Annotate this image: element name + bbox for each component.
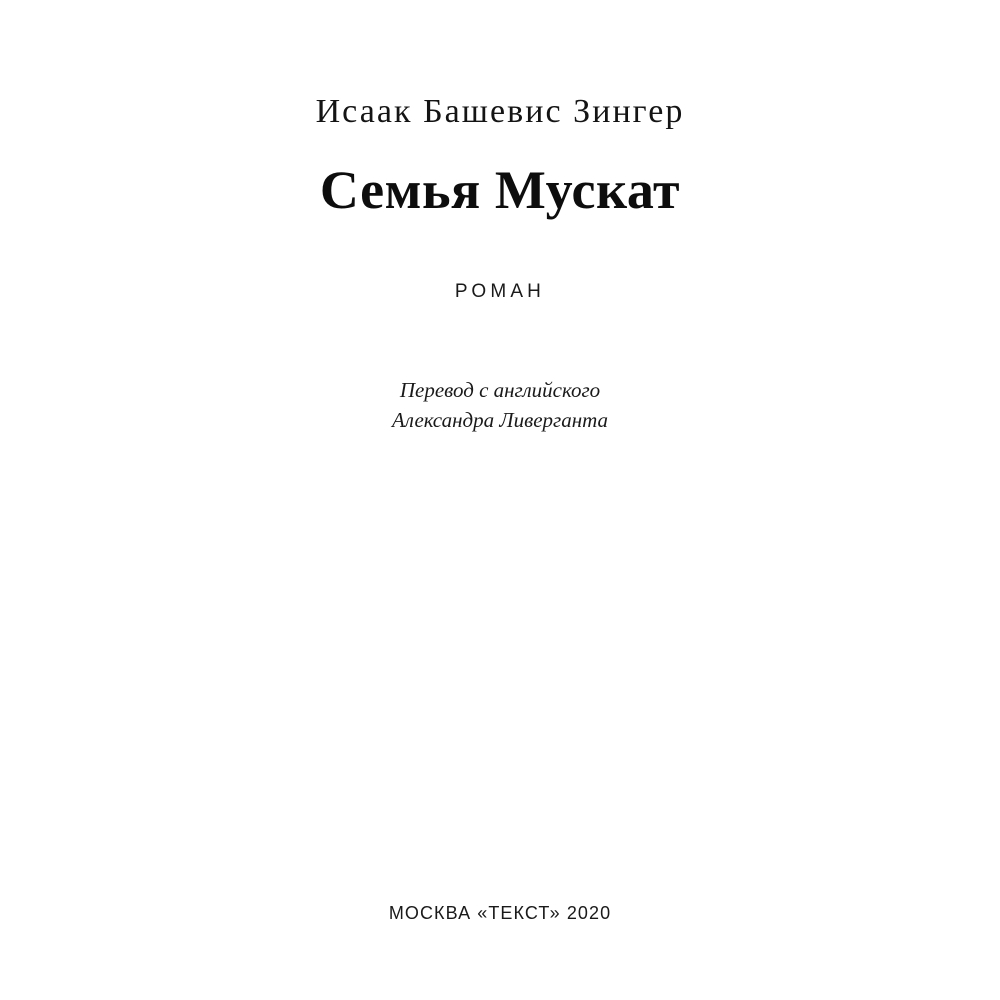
book-genre-label: РОМАН: [454, 281, 546, 302]
book-author: Исаак Башевис Зингер: [315, 93, 685, 130]
title-block: [0, 92, 1000, 220]
translation-credit-line-1: Перевод с английского: [399, 378, 601, 402]
book-title: Семья Мускат: [319, 159, 681, 220]
publisher-imprint: МОСКВА «ТЕКСТ» 2020: [388, 903, 612, 923]
translation-credit-line-2: Александра Ливерганта: [391, 408, 609, 433]
translation-credit: [0, 375, 1000, 436]
